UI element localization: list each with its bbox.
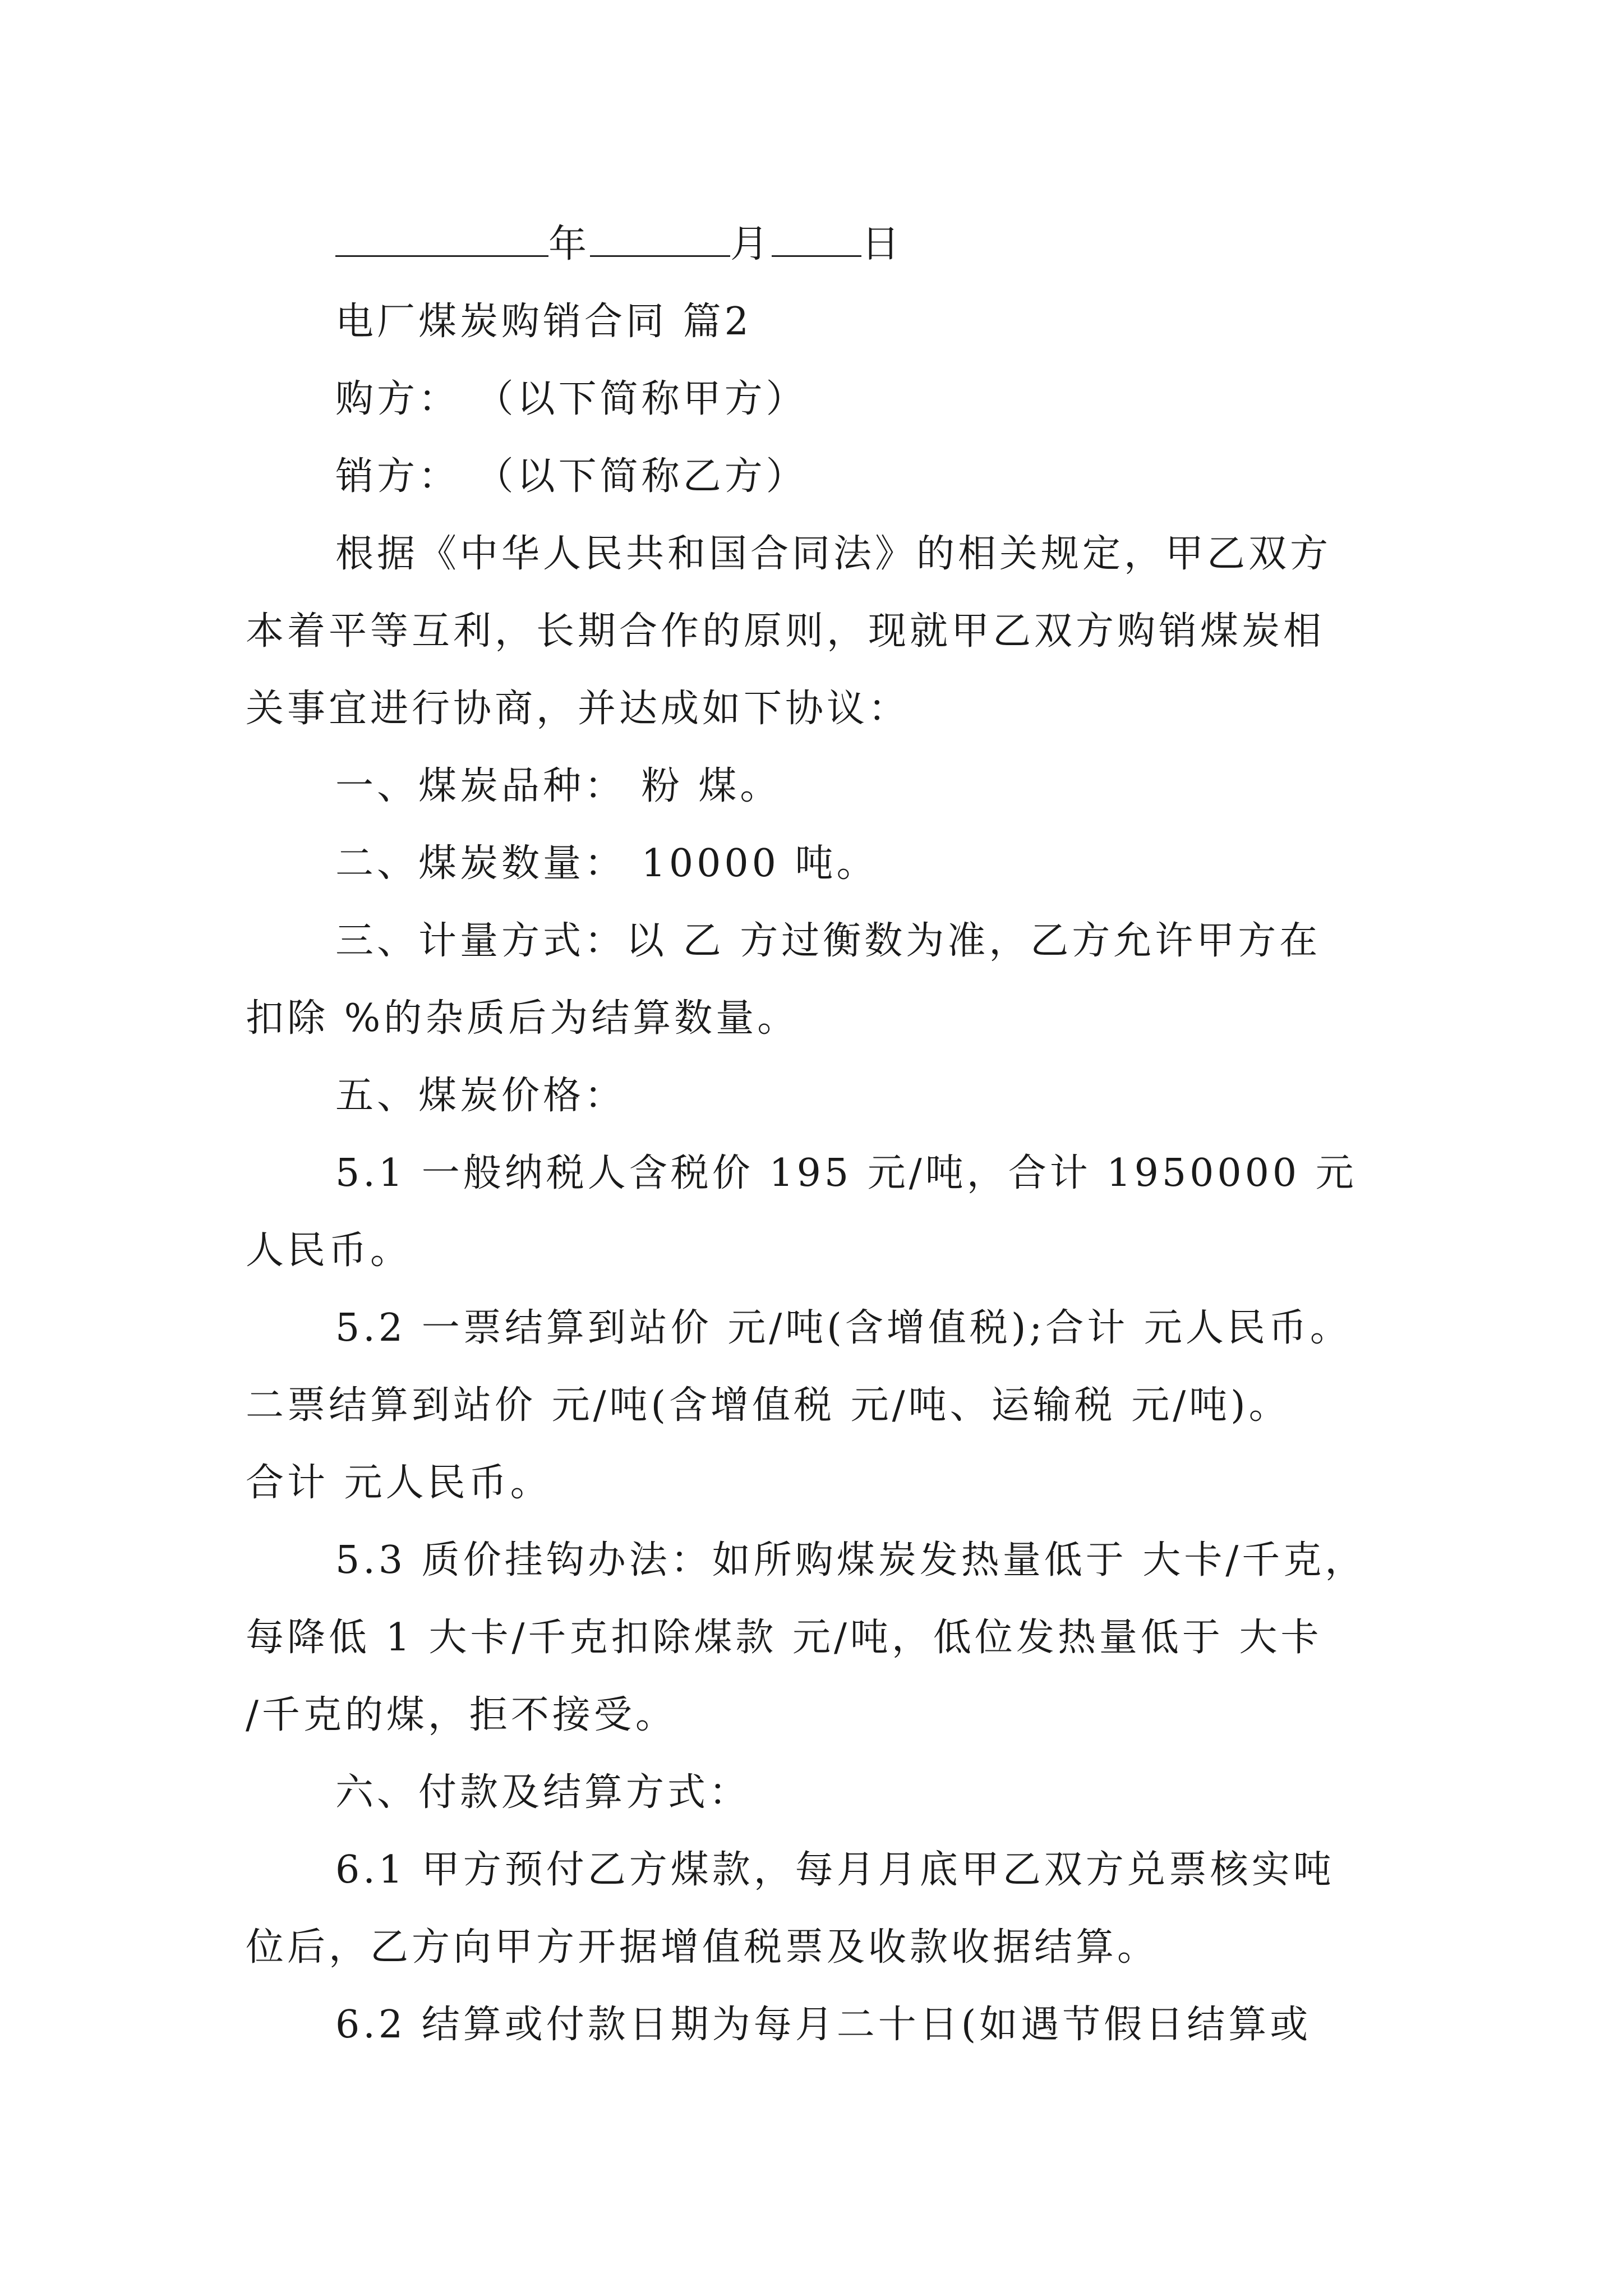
clause-6-1-line-1: 6.1 甲方预付乙方煤款，每月月底甲乙双方兑票核实吨 [335, 1848, 1335, 1892]
clause-5-2-line-2: 二票结算到站价 元/吨(含增值税 元/吨、运输税 元/吨)。 [246, 1383, 1290, 1428]
contract-title: 电厂煤炭购销合同 篇2 [335, 300, 752, 344]
year-label: 年 [548, 222, 591, 266]
date-line [335, 218, 1401, 272]
month-blank [590, 223, 730, 257]
clause-3-line-1: 三、计量方式：以 乙 方过衡数为准，乙方允许甲方在 [335, 919, 1321, 963]
clause-5-2-line-3: 合计 元人民币。 [246, 1461, 552, 1505]
clause-5-3-line-2: 每降低 1 大卡/千克扣除煤款 元/吨，低位发热量低于 大卡 [246, 1616, 1322, 1660]
year-blank [335, 223, 548, 257]
seller-line: 销方： （以下简称乙方） [335, 454, 808, 499]
clause-5-2-line-1: 5.2 一票结算到站价 元/吨(含增值税);合计 元人民币。 [335, 1306, 1352, 1350]
preamble-line-1: 根据《中华人民共和国合同法》的相关规定，甲乙双方 [335, 532, 1332, 576]
preamble-line-2: 本着平等互利，长期合作的原则，现就甲乙双方购销煤炭相 [246, 609, 1325, 654]
clause-6-heading: 六、付款及结算方式： [335, 1770, 751, 1815]
month-label: 月 [730, 222, 772, 266]
clause-5-1-line-1: 5.1 一般纳税人含税价 195 元/吨，合计 1950000 元 [335, 1151, 1357, 1195]
clause-5-heading: 五、煤炭价格： [335, 1074, 626, 1118]
clause-6-1-line-2: 位后，乙方向甲方开据增值税票及收款收据结算。 [246, 1925, 1159, 1970]
day-blank [772, 223, 861, 257]
clause-2-coal-quantity: 二、煤炭数量： 10000 吨。 [335, 841, 878, 886]
day-label: 日 [861, 222, 903, 266]
clause-5-3-line-1: 5.3 质价挂钩办法：如所购煤炭发热量低于 大卡/千克， [335, 1538, 1367, 1582]
clause-3-line-2: 扣除 %的杂质后为结算数量。 [246, 996, 799, 1041]
preamble-line-3: 关事宜进行协商，并达成如下协议： [246, 687, 910, 731]
clause-5-3-line-3: /千克的煤，拒不接受。 [246, 1693, 677, 1737]
buyer-line: 购方： （以下简称甲方） [335, 377, 808, 421]
clause-5-1-line-2: 人民币。 [246, 1228, 412, 1273]
clause-6-2-line-1: 6.2 结算或付款日期为每月二十日(如遇节假日结算或 [335, 2003, 1312, 2047]
clause-1-coal-type: 一、煤炭品种： 粉 煤。 [335, 764, 782, 808]
